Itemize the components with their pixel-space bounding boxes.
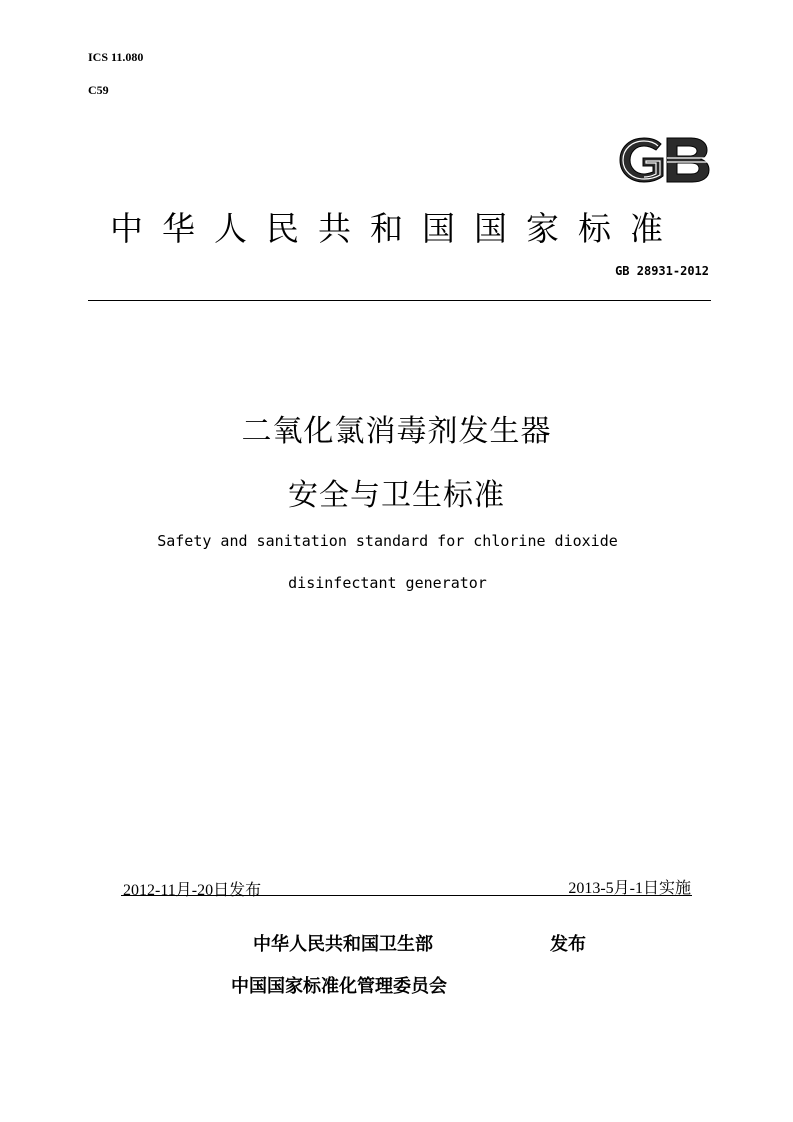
ics-code: ICS 11.080 [88,50,144,64]
title-chinese-line-2: 安全与卫生标准 [288,478,505,513]
issuer-committee: 中国国家标准化管理委员会 [231,976,447,997]
issue-date: 2012-11月-20日发布 [123,882,262,899]
standard-number: GB 28931-2012 [615,264,709,278]
header-divider [88,300,711,301]
title-english-line-1: Safety and sanitation standard for chlorine dioxide [157,532,618,550]
title-chinese-line-1: 二氧化氯消毒剂发生器 [241,414,552,449]
ccs-code: C59 [88,83,109,97]
gb-logo-icon [617,136,711,184]
implementation-date: 2013-5月-1日实施 [568,880,691,897]
title-english-line-2: disinfectant generator [288,574,487,592]
national-standard-title: 中华人民共和国国家标准 [110,209,682,248]
issuer-ministry: 中华人民共和国卫生部 [253,934,433,955]
date-divider [121,895,692,896]
publish-label: 发布 [550,934,586,955]
